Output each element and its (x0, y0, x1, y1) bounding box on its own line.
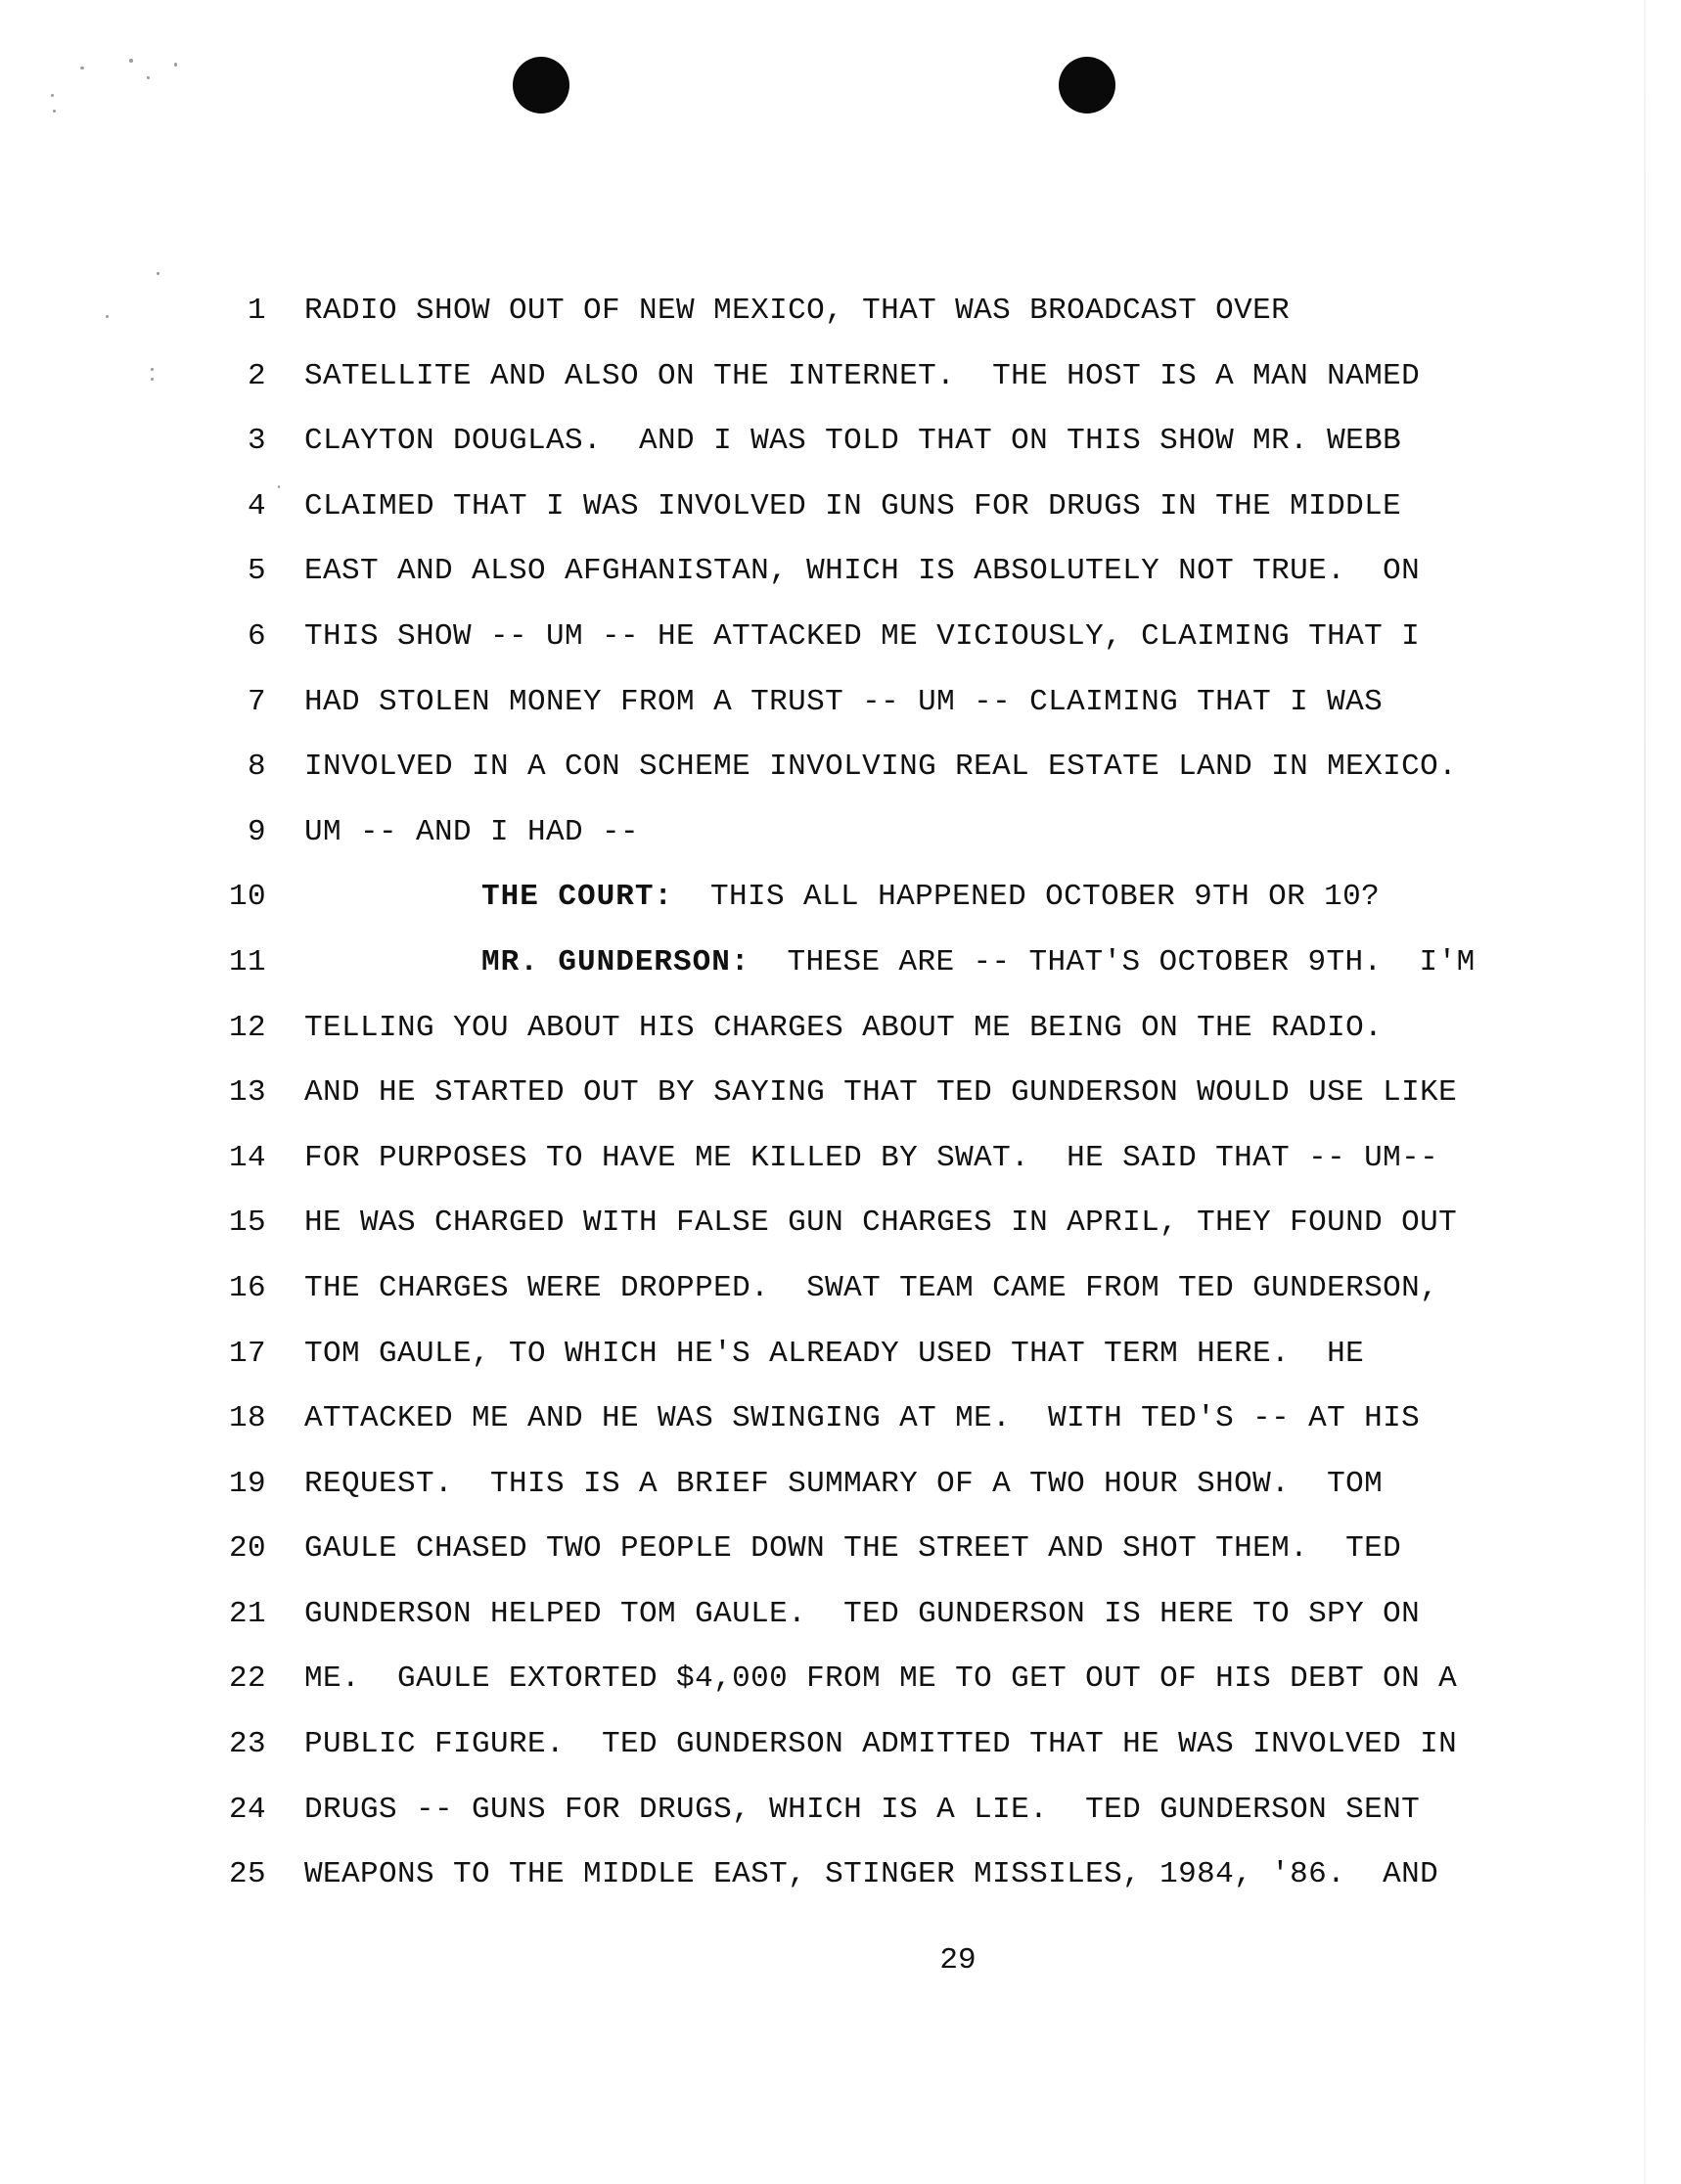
line-text (481, 880, 1380, 915)
transcript-line (0, 874, 1681, 939)
line-number: 4 (247, 488, 266, 523)
line-number: 9 (247, 814, 266, 849)
transcript-line (0, 1331, 1681, 1396)
transcript-line (0, 1787, 1681, 1852)
punch-hole-left (513, 57, 569, 114)
line-number: 21 (228, 1596, 266, 1631)
scan-speck (51, 94, 54, 97)
line-text: AND HE STARTED OUT BY SAYING THAT TED GUNDERSON WOULD USE LIKE (304, 1075, 1458, 1111)
line-number: 6 (247, 618, 266, 654)
speech-text: THIS ALL HAPPENED OCTOBER 9TH OR 10? (673, 880, 1381, 915)
punch-hole-right (1059, 57, 1115, 114)
line-number: 12 (228, 1010, 266, 1045)
line-number: 22 (228, 1661, 266, 1697)
line-text: UM -- AND I HAD -- (304, 814, 640, 849)
scan-speck (157, 272, 159, 275)
line-number: 3 (247, 424, 266, 459)
line-number: 5 (247, 554, 266, 589)
line-text (481, 945, 1476, 980)
line-number: 17 (228, 1336, 266, 1371)
transcript-line (0, 548, 1681, 614)
line-number: 8 (247, 750, 266, 785)
line-text: THE CHARGES WERE DROPPED. SWAT TEAM CAME FROM TED GUNDERSON, (304, 1270, 1439, 1305)
line-number: 15 (228, 1206, 266, 1241)
transcript-line (0, 1200, 1681, 1265)
scan-speck (129, 59, 133, 63)
line-text: DRUGS -- GUNS FOR DRUGS, WHICH IS A LIE. TED GUNDERSON SENT (304, 1792, 1421, 1827)
page-number: 29 (939, 1943, 977, 1978)
line-text: WEAPONS TO THE MIDDLE EAST, STINGER MISSILES, 1984, '86. AND (304, 1857, 1439, 1892)
speaker-label: THE COURT: (481, 880, 674, 915)
line-text: ME. GAULE EXTORTED $4,000 FROM ME TO GET OUT OF HIS DEBT ON A (304, 1661, 1458, 1697)
line-number: 1 (247, 294, 266, 328)
speech-text: THESE ARE -- THAT'S OCTOBER 9TH. I'M (750, 944, 1476, 979)
line-number: 14 (228, 1140, 266, 1175)
line-number: 25 (228, 1857, 266, 1892)
line-number: 23 (228, 1727, 266, 1762)
transcript-line (0, 744, 1681, 809)
transcript-line (0, 1851, 1681, 1917)
transcript-line (0, 1395, 1681, 1461)
line-text: ATTACKED ME AND HE WAS SWINGING AT ME. WITH TED'S -- AT HIS (304, 1401, 1421, 1436)
transcript-line (0, 1525, 1681, 1591)
transcript-line (0, 1005, 1681, 1070)
line-number: 19 (228, 1466, 266, 1501)
line-number: 7 (247, 684, 266, 719)
transcript-line (0, 1461, 1681, 1526)
line-number: 18 (228, 1401, 266, 1436)
transcript-line (0, 809, 1681, 875)
transcript-line (0, 1135, 1681, 1201)
line-text: HAD STOLEN MONEY FROM A TRUST -- UM -- CLAIMING THAT I WAS (304, 684, 1384, 719)
transcript-line (0, 679, 1681, 745)
transcript-line (0, 353, 1681, 419)
transcript-line (0, 1265, 1681, 1331)
line-text: TELLING YOU ABOUT HIS CHARGES ABOUT ME BEING ON THE RADIO. (304, 1010, 1384, 1045)
transcript-line (0, 1591, 1681, 1657)
transcript-line (0, 614, 1681, 679)
line-text: REQUEST. THIS IS A BRIEF SUMMARY OF A TWO HOUR SHOW. TOM (304, 1466, 1384, 1501)
transcript-line (0, 1069, 1681, 1135)
scan-speck (147, 76, 150, 79)
line-text: GUNDERSON HELPED TOM GAULE. TED GUNDERSON IS HERE TO SPY ON (304, 1596, 1421, 1631)
line-text: PUBLIC FIGURE. TED GUNDERSON ADMITTED THAT HE WAS INVOLVED IN (304, 1727, 1458, 1762)
transcript-line (0, 483, 1681, 549)
line-number: 16 (228, 1270, 266, 1305)
scan-speck (174, 63, 177, 67)
line-number: 10 (228, 880, 266, 915)
line-text: CLAIMED THAT I WAS INVOLVED IN GUNS FOR DRUGS IN THE MIDDLE (304, 488, 1402, 523)
line-text: FOR PURPOSES TO HAVE ME KILLED BY SWAT. HE SAID THAT -- UM-- (304, 1140, 1439, 1175)
line-text: GAULE CHASED TWO PEOPLE DOWN THE STREET AND SHOT THEM. TED (304, 1531, 1402, 1567)
transcript-line (0, 1656, 1681, 1721)
transcript-line (0, 288, 1681, 353)
line-number: 13 (228, 1075, 266, 1111)
line-number: 20 (228, 1531, 266, 1567)
line-text: HE WAS CHARGED WITH FALSE GUN CHARGES IN APRIL, THEY FOUND OUT (304, 1206, 1458, 1241)
line-text: EAST AND ALSO AFGHANISTAN, WHICH IS ABSOLUTELY NOT TRUE. ON (304, 554, 1421, 589)
speaker-label: MR. GUNDERSON: (481, 944, 750, 979)
scan-speck (80, 67, 84, 69)
transcript-line (0, 1721, 1681, 1787)
line-text: THIS SHOW -- UM -- HE ATTACKED ME VICIOUSLY, CLAIMING THAT I (304, 618, 1421, 654)
line-text: INVOLVED IN A CON SCHEME INVOLVING REAL ESTATE LAND IN MEXICO. (304, 750, 1458, 785)
line-text: CLAYTON DOUGLAS. AND I WAS TOLD THAT ON THIS SHOW MR. WEBB (304, 424, 1402, 459)
transcript-line (0, 939, 1681, 1005)
line-number: 2 (247, 358, 266, 393)
scan-speck (53, 110, 56, 113)
transcript-line (0, 418, 1681, 483)
transcript-body (0, 288, 1681, 1917)
line-number: 11 (228, 944, 266, 979)
line-number: 24 (228, 1792, 266, 1827)
line-text: RADIO SHOW OUT OF NEW MEXICO, THAT WAS BROADCAST OVER (304, 294, 1291, 328)
line-text: SATELLITE AND ALSO ON THE INTERNET. THE HOST IS A MAN NAMED (304, 358, 1421, 393)
line-text: TOM GAULE, TO WHICH HE'S ALREADY USED THAT TERM HERE. HE (304, 1336, 1365, 1371)
